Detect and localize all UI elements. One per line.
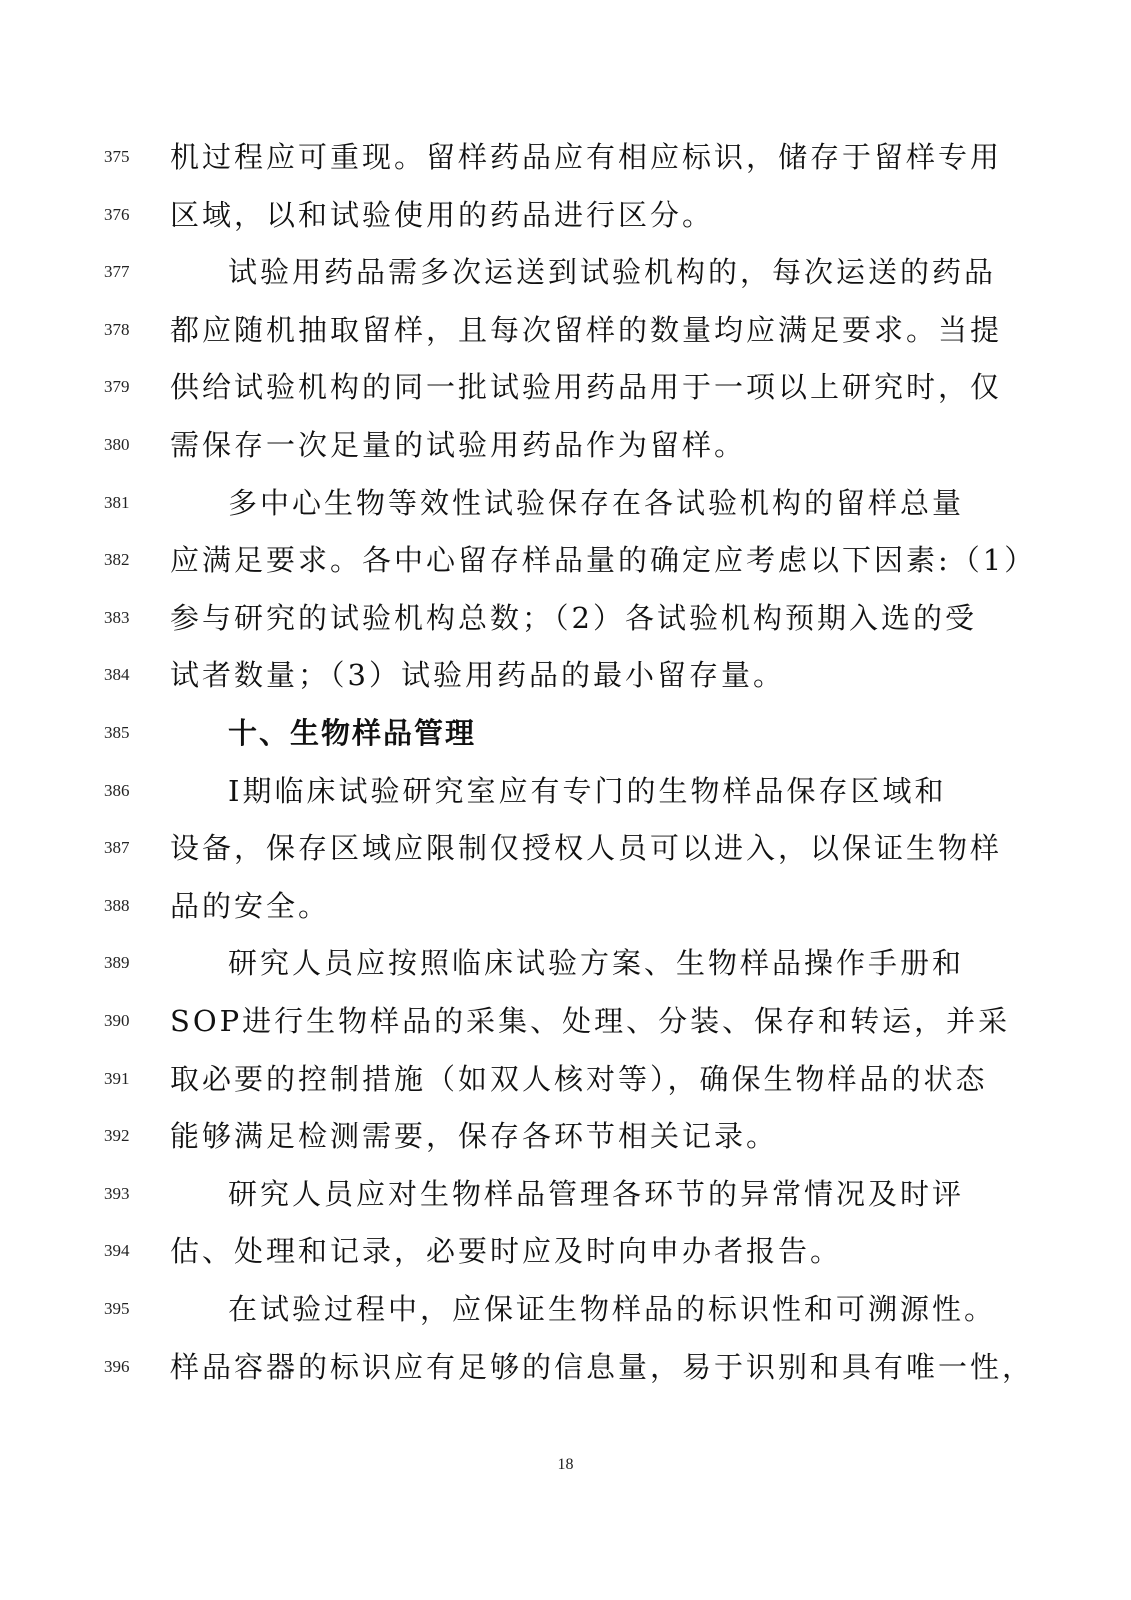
line-number: 376	[104, 204, 130, 224]
text-line	[0, 704, 1131, 762]
line-text: 估、处理和记录，必要时应及时向申办者报告。	[170, 1234, 843, 1269]
line-number: 390	[104, 1011, 130, 1030]
text-line	[0, 819, 1131, 877]
line-number: 393	[104, 1183, 130, 1203]
text-line	[0, 301, 1131, 359]
text-line	[0, 128, 1131, 186]
line-number: 375	[104, 147, 130, 166]
line-text: 研究人员应按照临床试验方案、生物样品操作手册和	[228, 946, 965, 981]
line-number: 386	[104, 780, 130, 800]
text-line	[0, 762, 1131, 820]
line-number: 385	[104, 723, 130, 742]
text-line	[0, 1280, 1131, 1338]
text-line	[0, 1107, 1131, 1165]
line-number: 384	[104, 665, 130, 685]
text-line	[0, 1338, 1131, 1396]
line-text: SOP进行生物样品的采集、处理、分装、保存和转运，并采	[170, 1004, 1011, 1038]
line-number: 389	[104, 953, 130, 973]
text-line	[0, 358, 1131, 416]
line-number: 387	[104, 838, 130, 858]
line-text: 机过程应可重现。留样药品应有相应标识，储存于留样专用	[170, 140, 1003, 174]
text-line	[0, 531, 1131, 589]
line-number: 394	[104, 1241, 130, 1261]
line-number: 388	[104, 895, 130, 915]
line-number: 391	[104, 1068, 130, 1088]
text-line	[0, 934, 1131, 992]
line-text: Ⅰ期临床试验研究室应有专门的生物样品保存区域和	[228, 773, 947, 808]
line-text: 都应随机抽取留样，且每次留样的数量均应满足要求。当提	[170, 312, 1003, 347]
section-heading: 十、生物样品管理	[228, 716, 477, 750]
line-text: 品的安全。	[170, 888, 331, 923]
line-text: 样品容器的标识应有足够的信息量，易于识别和具有唯一性，	[170, 1349, 1035, 1384]
line-text: 试者数量；（3）试验用药品的最小留存量。	[170, 658, 785, 693]
line-number: 382	[104, 550, 130, 570]
text-line	[0, 589, 1131, 647]
line-number: 380	[104, 435, 130, 454]
text-line	[0, 1165, 1131, 1223]
line-text: 多中心生物等效性试验保存在各试验机构的留样总量	[228, 485, 965, 520]
line-number: 377	[104, 262, 130, 282]
text-line	[0, 877, 1131, 935]
line-number: 383	[104, 607, 130, 627]
line-number: 378	[104, 319, 130, 339]
text-line	[0, 474, 1131, 532]
line-text: 能够满足检测需要，保存各环节相关记录。	[170, 1119, 779, 1154]
line-number: 381	[104, 492, 130, 512]
line-number: 392	[104, 1126, 130, 1146]
text-line	[0, 1222, 1131, 1280]
text-line	[0, 992, 1131, 1050]
text-line	[0, 243, 1131, 301]
line-text: 应满足要求。各中心留存样品量的确定应考虑以下因素:（1）	[170, 543, 1037, 578]
line-text: 研究人员应对生物样品管理各环节的异常情况及时评	[228, 1176, 965, 1211]
text-line	[0, 416, 1131, 474]
line-text: 设备，保存区域应限制仅授权人员可以进入，以保证生物样	[170, 831, 1003, 866]
line-number: 396	[104, 1356, 130, 1376]
line-text: 供给试验机构的同一批试验用药品用于一项以上研究时，仅	[170, 370, 1003, 405]
line-text: 试验用药品需多次运送到试验机构的，每次运送的药品	[228, 255, 997, 290]
text-line	[0, 646, 1131, 704]
page-number: 18	[557, 1456, 574, 1473]
text-line	[0, 1050, 1131, 1108]
line-text: 需保存一次足量的试验用药品作为留样。	[170, 428, 747, 462]
line-text: 参与研究的试验机构总数；（2）各试验机构预期入选的受	[170, 600, 977, 635]
line-number: 379	[104, 377, 130, 397]
text-line	[0, 186, 1131, 244]
line-text: 在试验过程中，应保证生物样品的标识性和可溯源性。	[228, 1292, 997, 1326]
line-number: 395	[104, 1299, 130, 1318]
line-text: 取必要的控制措施（如双人核对等），确保生物样品的状态	[170, 1061, 988, 1096]
line-text: 区域，以和试验使用的药品进行区分。	[170, 197, 715, 232]
